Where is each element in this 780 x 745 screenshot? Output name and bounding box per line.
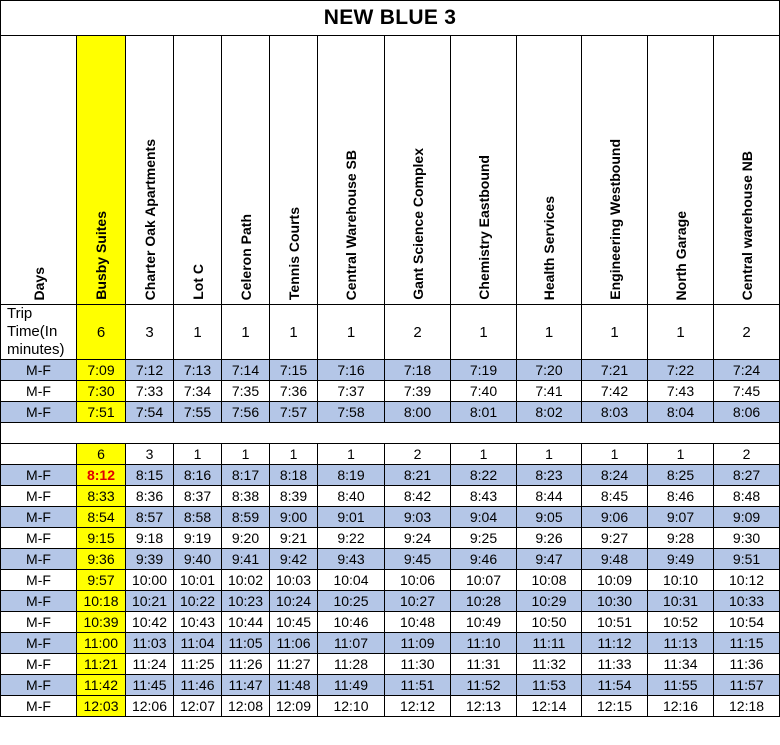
schedule-row (1, 402, 780, 423)
time-cell: 7:36 (270, 381, 318, 402)
time-cell: 12:18 (714, 696, 780, 717)
blank-cell (1, 444, 77, 465)
time-cell: 10:22 (174, 591, 222, 612)
time-cell: 9:19 (174, 528, 222, 549)
time-cell: 9:45 (385, 549, 451, 570)
time-cell: 11:25 (174, 654, 222, 675)
schedule-row (1, 549, 780, 570)
time-cell: 7:18 (385, 360, 451, 381)
time-cell: 10:54 (714, 612, 780, 633)
time-cell: 10:08 (517, 570, 582, 591)
time-cell: 10:33 (714, 591, 780, 612)
time-cell: 7:55 (174, 402, 222, 423)
column-header-engineering-westbound (582, 36, 648, 305)
trip-time-value: 1 (582, 444, 648, 465)
column-header-label: Chemistry Eastbound (475, 155, 492, 300)
time-cell: 8:36 (126, 486, 174, 507)
time-cell: 8:06 (714, 402, 780, 423)
time-cell: 8:57 (126, 507, 174, 528)
time-cell: 12:14 (517, 696, 582, 717)
time-cell: 9:25 (451, 528, 517, 549)
time-cell: 8:39 (270, 486, 318, 507)
time-cell: 12:13 (451, 696, 517, 717)
trip-time-value: 1 (222, 305, 270, 360)
time-cell: 10:45 (270, 612, 318, 633)
column-header-tennis-courts (270, 36, 318, 305)
time-cell: 11:28 (318, 654, 385, 675)
time-cell: 8:24 (582, 465, 648, 486)
trip-time-row-2 (1, 444, 780, 465)
time-cell: 10:12 (714, 570, 780, 591)
column-header-label: Lot C (189, 264, 206, 300)
time-cell: 7:54 (126, 402, 174, 423)
column-header-celeron-path (222, 36, 270, 305)
time-cell: 11:07 (318, 633, 385, 654)
time-cell: 9:09 (714, 507, 780, 528)
time-cell: 11:11 (517, 633, 582, 654)
time-cell: 10:27 (385, 591, 451, 612)
column-header-label: Busby Suites (93, 211, 109, 300)
time-cell: 11:13 (648, 633, 714, 654)
time-cell: 12:16 (648, 696, 714, 717)
day-cell: M-F (1, 528, 77, 549)
time-cell: 11:15 (714, 633, 780, 654)
time-cell: 11:04 (174, 633, 222, 654)
time-cell: 9:49 (648, 549, 714, 570)
trip-time-value: 1 (222, 444, 270, 465)
time-cell: 7:15 (270, 360, 318, 381)
trip-time-row (1, 305, 780, 360)
schedule-row (1, 507, 780, 528)
time-cell: 8:59 (222, 507, 270, 528)
time-cell: 7:40 (451, 381, 517, 402)
time-cell: 8:38 (222, 486, 270, 507)
time-cell: 10:25 (318, 591, 385, 612)
trip-time-value: 2 (385, 444, 451, 465)
time-cell: 10:50 (517, 612, 582, 633)
time-cell: 9:27 (582, 528, 648, 549)
day-cell: M-F (1, 507, 77, 528)
day-cell: M-F (1, 675, 77, 696)
time-cell: 8:44 (517, 486, 582, 507)
time-cell: 11:55 (648, 675, 714, 696)
time-cell: 9:04 (451, 507, 517, 528)
column-header-label: Days (30, 266, 47, 300)
time-cell: 7:43 (648, 381, 714, 402)
time-cell: 7:35 (222, 381, 270, 402)
time-cell: 10:49 (451, 612, 517, 633)
time-cell: 9:06 (582, 507, 648, 528)
gap-cell (648, 423, 714, 444)
time-cell: 11:46 (174, 675, 222, 696)
time-cell: 7:12 (126, 360, 174, 381)
day-cell: M-F (1, 549, 77, 570)
time-cell: 11:51 (385, 675, 451, 696)
trip-time-value: 1 (648, 305, 714, 360)
schedule-row (1, 465, 780, 486)
time-cell: 10:21 (126, 591, 174, 612)
time-cell: 11:27 (270, 654, 318, 675)
time-cell: 12:03 (77, 696, 126, 717)
time-cell: 10:09 (582, 570, 648, 591)
day-cell: M-F (1, 381, 77, 402)
time-cell: 9:42 (270, 549, 318, 570)
day-cell: M-F (1, 612, 77, 633)
trip-time-value: 1 (174, 444, 222, 465)
column-header-days (1, 36, 77, 305)
trip-time-value: 1 (174, 305, 222, 360)
time-cell: 10:30 (582, 591, 648, 612)
trip-time-value: 6 (77, 305, 126, 360)
time-cell: 7:24 (714, 360, 780, 381)
time-cell: 9:15 (77, 528, 126, 549)
time-cell: 12:15 (582, 696, 648, 717)
schedule-row (1, 360, 780, 381)
time-cell: 8:16 (174, 465, 222, 486)
time-cell: 8:46 (648, 486, 714, 507)
time-cell: 7:33 (126, 381, 174, 402)
column-header-health-services (517, 36, 582, 305)
time-cell: 10:43 (174, 612, 222, 633)
schedule-row (1, 612, 780, 633)
time-cell: 9:20 (222, 528, 270, 549)
schedule-row (1, 696, 780, 717)
gap-cell (318, 423, 385, 444)
time-cell: 8:43 (451, 486, 517, 507)
time-cell: 9:47 (517, 549, 582, 570)
column-header-label: Celeron Path (237, 213, 254, 300)
column-header-north-garage (648, 36, 714, 305)
column-header-gant-science-complex (385, 36, 451, 305)
time-cell: 8:22 (451, 465, 517, 486)
gap-cell (270, 423, 318, 444)
time-cell: 9:51 (714, 549, 780, 570)
trip-time-value: 3 (126, 444, 174, 465)
time-cell: 8:04 (648, 402, 714, 423)
time-cell: 7:51 (77, 402, 126, 423)
time-cell: 11:54 (582, 675, 648, 696)
time-cell: 7:19 (451, 360, 517, 381)
time-cell: 9:39 (126, 549, 174, 570)
time-cell: 8:18 (270, 465, 318, 486)
time-cell: 9:07 (648, 507, 714, 528)
time-cell: 11:05 (222, 633, 270, 654)
time-cell: 11:00 (77, 633, 126, 654)
gap-cell (714, 423, 780, 444)
trip-time-value: 1 (270, 444, 318, 465)
trip-time-value: 2 (385, 305, 451, 360)
time-cell: 10:02 (222, 570, 270, 591)
time-cell: 8:37 (174, 486, 222, 507)
trip-time-value: 1 (582, 305, 648, 360)
schedule-row (1, 633, 780, 654)
time-cell: 9:00 (270, 507, 318, 528)
column-header-charter-oak-apartments (126, 36, 174, 305)
time-cell: 8:01 (451, 402, 517, 423)
time-cell: 7:42 (582, 381, 648, 402)
column-header-label: Tennis Courts (285, 206, 302, 300)
column-header-label: Engineering Westbound (606, 139, 623, 300)
time-cell: 9:01 (318, 507, 385, 528)
header-row (1, 36, 780, 305)
column-header-central-warehouse-nb (714, 36, 780, 305)
column-header-chemistry-eastbound (451, 36, 517, 305)
time-cell: 11:03 (126, 633, 174, 654)
schedule-row (1, 486, 780, 507)
column-header-label: Central warehouse NB (738, 150, 755, 300)
time-cell: 7:14 (222, 360, 270, 381)
gap-cell (77, 423, 126, 444)
time-cell: 7:13 (174, 360, 222, 381)
time-cell: 9:48 (582, 549, 648, 570)
time-cell: 9:28 (648, 528, 714, 549)
time-cell: 10:29 (517, 591, 582, 612)
time-cell: 7:39 (385, 381, 451, 402)
time-cell: 9:41 (222, 549, 270, 570)
time-cell: 11:12 (582, 633, 648, 654)
time-cell: 9:18 (126, 528, 174, 549)
time-cell: 11:06 (270, 633, 318, 654)
time-cell: 10:23 (222, 591, 270, 612)
time-cell: 7:30 (77, 381, 126, 402)
time-cell: 10:10 (648, 570, 714, 591)
time-cell: 11:09 (385, 633, 451, 654)
time-cell: 11:53 (517, 675, 582, 696)
time-cell: 8:42 (385, 486, 451, 507)
time-cell: 12:07 (174, 696, 222, 717)
time-cell: 7:58 (318, 402, 385, 423)
time-cell: 11:31 (451, 654, 517, 675)
time-cell: 11:45 (126, 675, 174, 696)
schedule-row (1, 591, 780, 612)
time-cell: 10:48 (385, 612, 451, 633)
time-cell: 10:07 (451, 570, 517, 591)
trip-time-value: 1 (318, 305, 385, 360)
time-cell: 9:46 (451, 549, 517, 570)
time-cell: 11:10 (451, 633, 517, 654)
trip-time-value: 3 (126, 305, 174, 360)
time-cell: 11:32 (517, 654, 582, 675)
time-cell: 10:52 (648, 612, 714, 633)
trip-time-value: 1 (517, 444, 582, 465)
time-cell: 9:30 (714, 528, 780, 549)
time-cell: 11:36 (714, 654, 780, 675)
trip-time-label: Trip Time(In minutes) (1, 305, 77, 360)
schedule-title: NEW BLUE 3 (1, 1, 780, 36)
time-cell: 12:12 (385, 696, 451, 717)
time-cell: 12:06 (126, 696, 174, 717)
time-cell: 10:46 (318, 612, 385, 633)
trip-time-value: 1 (648, 444, 714, 465)
day-cell: M-F (1, 696, 77, 717)
time-cell: 10:06 (385, 570, 451, 591)
time-cell: 10:00 (126, 570, 174, 591)
time-cell: 11:26 (222, 654, 270, 675)
time-cell: 11:42 (77, 675, 126, 696)
day-cell: M-F (1, 486, 77, 507)
time-cell: 10:04 (318, 570, 385, 591)
time-cell: 9:22 (318, 528, 385, 549)
time-cell: 11:30 (385, 654, 451, 675)
time-cell: 11:57 (714, 675, 780, 696)
time-cell: 7:21 (582, 360, 648, 381)
time-cell: 8:25 (648, 465, 714, 486)
day-cell: M-F (1, 591, 77, 612)
time-cell: 8:12 (77, 465, 126, 486)
trip-time-value: 1 (451, 444, 517, 465)
day-cell: M-F (1, 654, 77, 675)
time-cell: 9:57 (77, 570, 126, 591)
time-cell: 8:03 (582, 402, 648, 423)
time-cell: 8:27 (714, 465, 780, 486)
trip-time-value: 1 (318, 444, 385, 465)
day-cell: M-F (1, 570, 77, 591)
time-cell: 8:40 (318, 486, 385, 507)
column-header-label: Central Warehouse SB (343, 149, 359, 300)
schedule-row (1, 528, 780, 549)
trip-time-value: 1 (451, 305, 517, 360)
column-header-label: Charter Oak Apartments (141, 138, 158, 300)
time-cell: 8:33 (77, 486, 126, 507)
time-cell: 9:36 (77, 549, 126, 570)
gap-cell (126, 423, 174, 444)
time-cell: 10:01 (174, 570, 222, 591)
time-cell: 7:16 (318, 360, 385, 381)
gap-cell (451, 423, 517, 444)
day-cell: M-F (1, 360, 77, 381)
time-cell: 11:33 (582, 654, 648, 675)
time-cell: 10:03 (270, 570, 318, 591)
time-cell: 8:19 (318, 465, 385, 486)
time-cell: 10:44 (222, 612, 270, 633)
time-cell: 9:03 (385, 507, 451, 528)
time-cell: 8:58 (174, 507, 222, 528)
column-header-central-warehouse-sb (318, 36, 385, 305)
gap-cell (385, 423, 451, 444)
column-header-label: North Garage (672, 210, 689, 300)
time-cell: 11:21 (77, 654, 126, 675)
trip-time-value: 2 (714, 305, 780, 360)
time-cell: 10:28 (451, 591, 517, 612)
time-cell: 8:45 (582, 486, 648, 507)
time-cell: 8:48 (714, 486, 780, 507)
time-cell: 8:21 (385, 465, 451, 486)
time-cell: 10:24 (270, 591, 318, 612)
time-cell: 9:43 (318, 549, 385, 570)
time-cell: 10:42 (126, 612, 174, 633)
time-cell: 7:34 (174, 381, 222, 402)
column-header-label: Gant Science Complex (409, 148, 426, 300)
time-cell: 8:02 (517, 402, 582, 423)
gap-cell (222, 423, 270, 444)
gap-cell (174, 423, 222, 444)
time-cell: 7:20 (517, 360, 582, 381)
time-cell: 9:21 (270, 528, 318, 549)
schedule-row (1, 654, 780, 675)
time-cell: 11:49 (318, 675, 385, 696)
schedule-row (1, 381, 780, 402)
time-cell: 10:51 (582, 612, 648, 633)
time-cell: 11:52 (451, 675, 517, 696)
column-header-label: Health Services (541, 195, 557, 300)
time-cell: 9:24 (385, 528, 451, 549)
time-cell: 11:34 (648, 654, 714, 675)
time-cell: 12:10 (318, 696, 385, 717)
time-cell: 12:08 (222, 696, 270, 717)
time-cell: 7:45 (714, 381, 780, 402)
time-cell: 8:17 (222, 465, 270, 486)
time-cell: 7:56 (222, 402, 270, 423)
time-cell: 11:47 (222, 675, 270, 696)
time-cell: 8:54 (77, 507, 126, 528)
time-cell: 7:37 (318, 381, 385, 402)
time-cell: 9:26 (517, 528, 582, 549)
day-cell: M-F (1, 633, 77, 654)
time-cell: 7:41 (517, 381, 582, 402)
time-cell: 8:23 (517, 465, 582, 486)
column-header-lot-c (174, 36, 222, 305)
schedule-row (1, 675, 780, 696)
time-cell: 9:05 (517, 507, 582, 528)
time-cell: 7:09 (77, 360, 126, 381)
title-row (1, 1, 780, 36)
column-header-busby-suites (77, 36, 126, 305)
day-cell: M-F (1, 402, 77, 423)
time-cell: 7:57 (270, 402, 318, 423)
time-cell: 9:40 (174, 549, 222, 570)
gap-cell (582, 423, 648, 444)
section-gap-row (1, 423, 780, 444)
time-cell: 11:24 (126, 654, 174, 675)
time-cell: 8:15 (126, 465, 174, 486)
trip-time-value: 1 (270, 305, 318, 360)
gap-cell (1, 423, 77, 444)
trip-time-value: 1 (517, 305, 582, 360)
trip-time-value: 6 (77, 444, 126, 465)
time-cell: 7:22 (648, 360, 714, 381)
time-cell: 10:31 (648, 591, 714, 612)
day-cell: M-F (1, 465, 77, 486)
time-cell: 11:48 (270, 675, 318, 696)
time-cell: 10:18 (77, 591, 126, 612)
time-cell: 8:00 (385, 402, 451, 423)
trip-time-value: 2 (714, 444, 780, 465)
gap-cell (517, 423, 582, 444)
time-cell: 12:09 (270, 696, 318, 717)
time-cell: 10:39 (77, 612, 126, 633)
schedule-row (1, 570, 780, 591)
